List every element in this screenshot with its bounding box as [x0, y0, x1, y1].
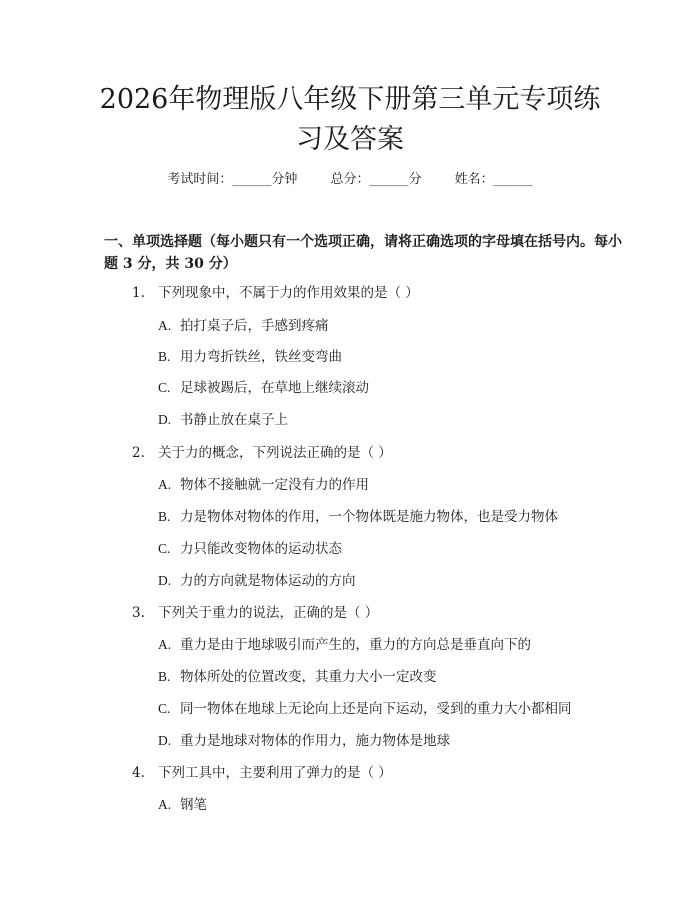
question-3-option-a [158, 633, 531, 653]
question-text: 下列工具中，主要利用了弹力的是（ ） [158, 765, 392, 781]
option-letter: B. [158, 509, 171, 524]
option-letter: A. [158, 637, 172, 652]
question-text: 下列关于重力的说法，正确的是（ ） [158, 605, 379, 621]
option-text: 足球被踢后，在草地上继续滚动 [180, 380, 369, 396]
name-label: 姓名： [454, 172, 494, 187]
option-letter: C. [158, 701, 171, 716]
question-2-option-d [158, 569, 356, 589]
question-2 [132, 441, 392, 461]
question-3-option-c [158, 697, 572, 717]
option-letter: A. [158, 797, 172, 812]
option-text: 力的方向就是物体运动的方向 [180, 573, 356, 589]
question-number: 2. [132, 445, 145, 461]
option-letter: C. [158, 541, 171, 556]
score-label: 总分： [330, 172, 370, 187]
option-text: 力只能改变物体的运动状态 [180, 541, 342, 557]
score-unit: 分 [408, 172, 422, 187]
question-number: 3. [132, 605, 145, 621]
option-text: 钢笔 [180, 797, 207, 813]
option-text: 同一物体在地球上无论向上还是向下运动，受到的重力大小都相同 [180, 701, 572, 717]
question-text: 关于力的概念，下列说法正确的是（ ） [158, 445, 392, 461]
name-blank: ______ [493, 172, 533, 187]
page-title: 2026年物理版八年级下册第三单元专项练习及答案 [99, 84, 601, 155]
option-text: 重力是地球对物体的作用力，施力物体是地球 [180, 733, 450, 749]
option-letter: A. [158, 477, 172, 492]
question-1-option-a [158, 314, 329, 334]
option-text: 物体所处的位置改变，其重力大小一定改变 [180, 669, 437, 685]
question-3 [132, 601, 378, 621]
option-text: 用力弯折铁丝，铁丝变弯曲 [180, 349, 342, 365]
question-2-option-a [158, 473, 369, 493]
question-1-option-d [158, 408, 288, 428]
option-letter: C. [158, 380, 171, 395]
option-text: 力是物体对物体的作用，一个物体既是施力物体，也是受力物体 [180, 509, 558, 525]
time-label: 考试时间： [167, 172, 233, 187]
question-3-option-b [158, 665, 437, 685]
exam-info-line [0, 168, 700, 187]
option-letter: B. [158, 669, 171, 684]
question-text: 下列现象中，不属于力的作用效果的是（ ） [158, 285, 419, 301]
section-heading: 一、单项选择题（每小题只有一个选项正确，请将正确选项的字母填在括号内。每小题 3 分，共 30 分） [104, 234, 622, 272]
option-letter: D. [158, 573, 172, 588]
option-text: 书静止放在桌子上 [180, 412, 288, 428]
question-4 [132, 761, 392, 781]
question-2-option-c [158, 537, 342, 557]
option-letter: B. [158, 349, 171, 364]
question-3-option-d [158, 729, 450, 749]
score-blank: ______ [369, 172, 409, 187]
question-1-option-c [158, 376, 369, 396]
question-2-option-b [158, 505, 558, 525]
option-letter: D. [158, 412, 172, 427]
option-text: 物体不接触就一定没有力的作用 [180, 477, 369, 493]
question-1-option-b [158, 345, 342, 365]
question-number: 1. [132, 285, 145, 301]
question-number: 4. [132, 765, 145, 781]
option-text: 拍打桌子后，手感到疼痛 [180, 318, 329, 334]
time-unit: 分钟 [271, 172, 298, 187]
option-letter: D. [158, 733, 172, 748]
time-blank: ______ [232, 172, 272, 187]
question-4-option-a [158, 793, 207, 813]
option-text: 重力是由于地球吸引而产生的，重力的方向总是垂直向下的 [180, 637, 531, 653]
question-1 [132, 281, 419, 301]
option-letter: A. [158, 318, 172, 333]
